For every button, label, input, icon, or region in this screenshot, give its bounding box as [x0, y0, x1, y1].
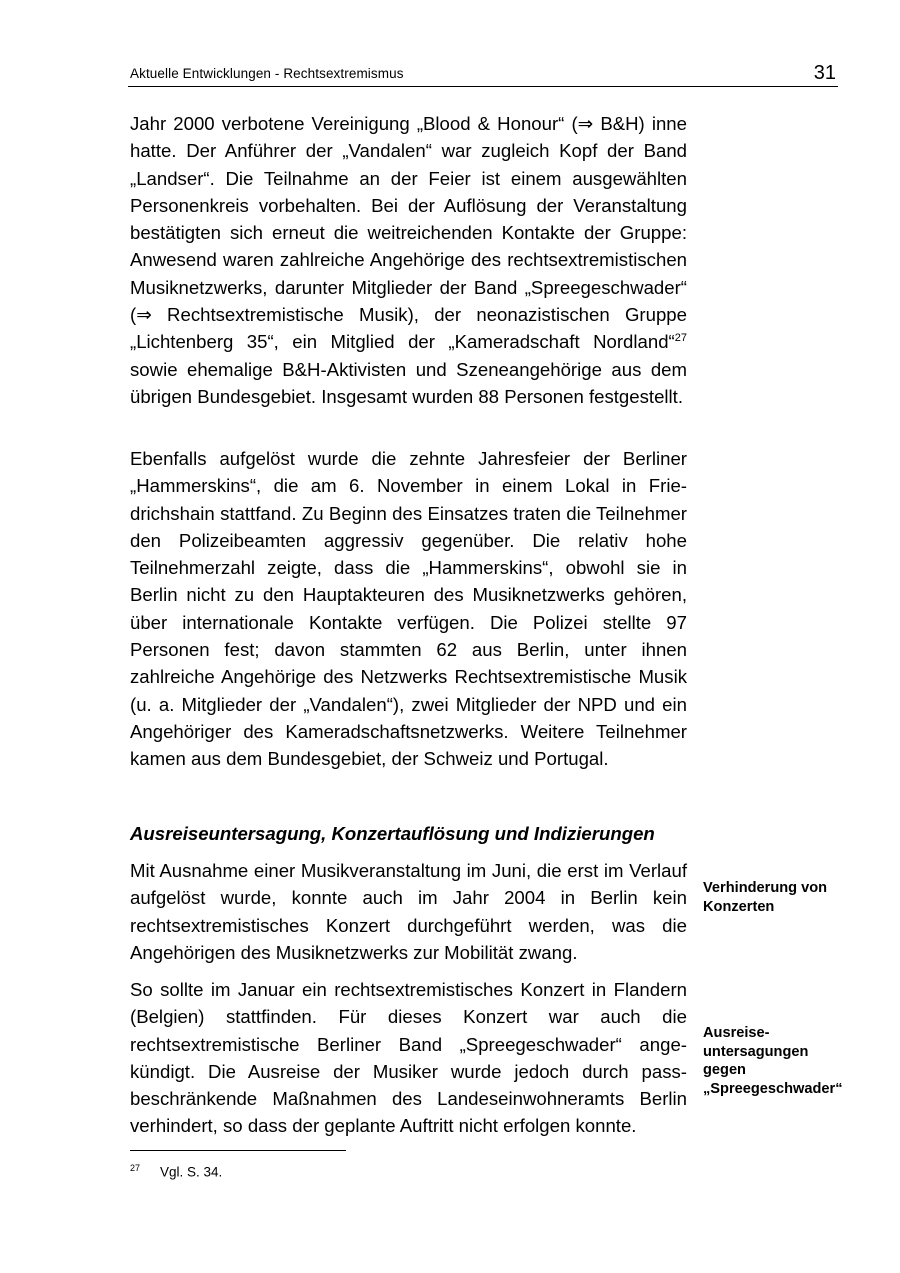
margin-note-travel-ban [703, 1024, 873, 1098]
footnote-text: Vgl. S. 34. [160, 1164, 223, 1180]
footnote-number: 27 [130, 1163, 141, 1173]
footnote [130, 1163, 222, 1180]
margin-note-line: „Spreegeschwader“ [703, 1080, 843, 1097]
paragraph-4 [130, 976, 687, 1140]
paragraph-3 [130, 857, 687, 966]
margin-note-line: Konzerten [703, 898, 775, 915]
header-rule [128, 86, 838, 87]
paragraph-4-text: So sollte im Januar ein rechtsextremistisches Konzert in Flandern (Belgien) stattfinden. Für dieses Konzert war auch die rechtsextremistische Berliner Band „Spreegeschwader“ angekündigt. Die Ausreise der Musiker wurde jedoch durch passbeschränkende Maßnahmen des Landeseinwohneramts Berlin verhindert, so dass der geplante Auftritt nicht erfolgen konnte. [130, 979, 687, 1137]
paragraph-2 [130, 445, 687, 773]
margin-note-concerts [703, 879, 873, 916]
margin-note-line: Ausreise- [703, 1025, 770, 1041]
paragraph-1-text-a: Jahr 2000 verbotene Vereinigung „Blood & Honour“ (⇒ B&H) inne hatte. Der Anführer der „Vandalen“ war zugleich Kopf der Band „Landser“. Die Teilnahme an der Feier ist einem ausgewählten Personenkreis vorbehalten. Bei der Auflösung der Veranstaltung bestätigten sich erneut die weitreichenden Kontakte der Gruppe: Anwesend waren zahlreiche Angehörige des rechtsextremistischen Musiknetzwerks, darunter Mitglieder der Band „Spreegeschwader“ (⇒ Rechtsextremistische Musik), der neonazistischen Gruppe „Lichtenberg 35“, ein Mitglied der „Kameradschaft Nordland“ [130, 113, 687, 353]
footnote-ref: 27 [674, 332, 687, 345]
paragraph-3-text: Mit Ausnahme einer Musikveranstaltung im Juni, die erst im Verlauf aufgelöst wurde, konnte auch im Jahr 2004 in Berlin kein rechtsextremistisches Konzert durchgeführt werden, was die Angehörigen des Musiknetzwerks zur Mobilität zwang. [130, 860, 687, 963]
running-title: Aktuelle Entwicklungen - Rechtsextremismus [130, 66, 404, 81]
margin-note-line: Verhinderung von [703, 880, 828, 896]
footnote-rule [130, 1150, 346, 1151]
margin-note-line: untersagungen [703, 1043, 809, 1060]
paragraph-1 [130, 110, 687, 410]
page-number: 31 [813, 62, 836, 84]
paragraph-2-text: Ebenfalls aufgelöst wurde die zehnte Jahresfeier der Berliner „Hammerskins“, die am 6. November in einem Lokal in Friedrichshain stattfand. Zu Beginn des Einsatzes traten die Teilnehmer den Polizeibeamten aggressiv gegenüber. Die relativ hohe Teilnehmerzahl zeigte, dass die „Hammerskins“, obwohl sie in Berlin nicht zu den Hauptakteuren des Musiknetzwerks gehören, über internationale Kontakte verfügen. Die Polizei stellte 97 Personen fest; davon stammten 62 aus Berlin, unter ihnen zahlreiche Angehörige des Netzwerks Rechtsextremistische Musik (u. a. Mitglieder der „Vandalen“), zwei Mitglieder der NPD und ein Angehöriger des Kameradschaftsnetzwerks. Weitere Teilnehmer kamen aus dem Bundesgebiet, der Schweiz und Portugal. [130, 448, 687, 770]
section-heading: Ausreiseuntersagung, Konzertauflösung und Indizierungen [130, 823, 655, 844]
margin-note-line: gegen [703, 1062, 746, 1079]
paragraph-1-text-b: sowie ehemalige B&H-Aktivisten und Szeneangehörige aus dem übrigen Bundesgebiet. Insgesamt wurden 88 Personen festgestellt. [130, 358, 687, 407]
